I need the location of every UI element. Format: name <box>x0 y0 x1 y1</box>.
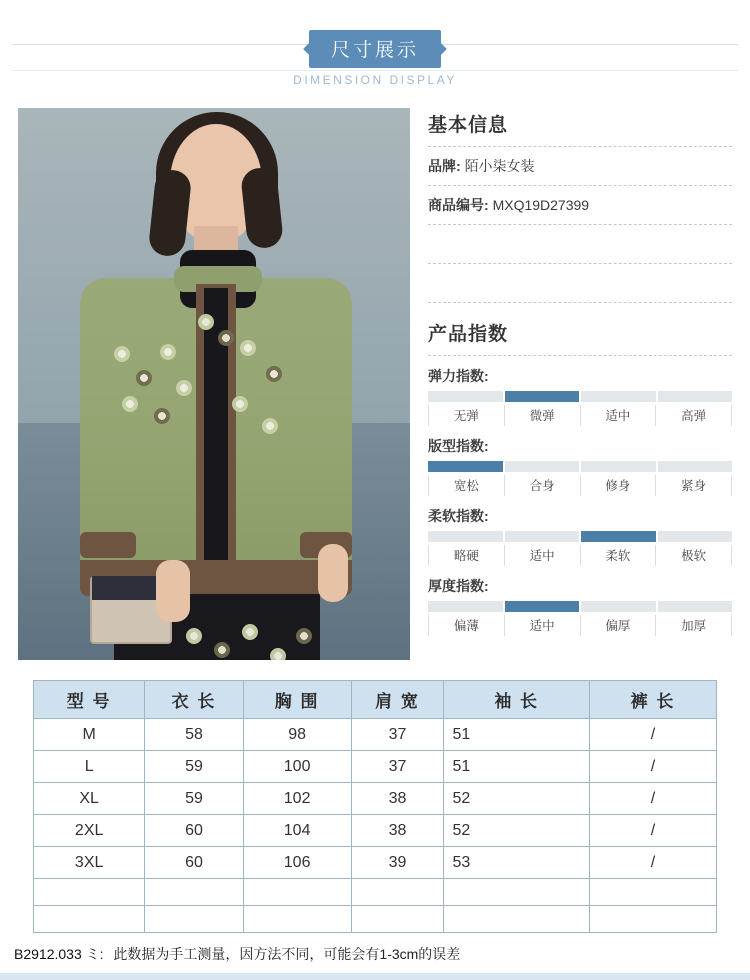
table-cell <box>351 906 444 933</box>
index-option: 加厚 <box>656 615 732 636</box>
table-header-row <box>34 681 717 719</box>
index-bar-segment-active <box>428 461 503 472</box>
table-cell: 60 <box>145 847 243 879</box>
index-bar-segment <box>505 531 580 542</box>
model-hand-left <box>156 560 190 622</box>
index-option: 适中 <box>505 545 581 566</box>
header-banner <box>0 0 750 98</box>
footer-note <box>14 944 736 964</box>
index-option: 宽松 <box>429 475 505 496</box>
table-row <box>34 751 717 783</box>
blank-info-row <box>428 273 732 293</box>
table-cell: 3XL <box>34 847 145 879</box>
table-cell <box>351 879 444 906</box>
divider <box>428 355 732 356</box>
table-header-cell: 袖 长 <box>444 681 589 719</box>
index-option: 适中 <box>581 405 657 426</box>
index-option: 修身 <box>581 475 657 496</box>
index-label: 版型指数: <box>428 438 489 454</box>
table-row <box>34 783 717 815</box>
table-cell: 59 <box>145 783 243 815</box>
index-bar-segment-active <box>505 391 580 402</box>
header-divider-bottom <box>12 70 738 71</box>
index-bar <box>428 461 732 472</box>
brand-label: 品牌: <box>428 158 461 174</box>
model-hand-right <box>318 544 348 602</box>
bottom-bar <box>0 973 750 980</box>
embroidered-flower <box>270 648 286 660</box>
index-ticks <box>428 615 732 636</box>
embroidered-flower <box>154 408 170 424</box>
footer-mark: ミ: <box>85 946 104 962</box>
table-cell: 52 <box>444 815 589 847</box>
table-cell: 39 <box>351 847 444 879</box>
table-cell: M <box>34 719 145 751</box>
table-cell: 2XL <box>34 815 145 847</box>
blank-info-row <box>428 234 732 254</box>
brand-row <box>428 156 732 176</box>
index-label: 弹力指数: <box>428 368 489 384</box>
embroidered-flower <box>160 344 176 360</box>
table-cell: / <box>589 751 716 783</box>
product-code-row <box>428 195 732 215</box>
embroidered-flower <box>218 330 234 346</box>
main-content <box>18 108 732 668</box>
embroidered-flower <box>242 624 258 640</box>
table-cell: / <box>589 719 716 751</box>
table-cell <box>243 906 351 933</box>
table-header-cell: 裤 长 <box>589 681 716 719</box>
index-bar <box>428 601 732 612</box>
table-header-cell: 胸 围 <box>243 681 351 719</box>
divider <box>428 302 732 303</box>
embroidered-flower <box>240 340 256 356</box>
table-cell <box>34 906 145 933</box>
table-row <box>34 719 717 751</box>
table-cell <box>243 879 351 906</box>
table-cell <box>444 879 589 906</box>
embroidered-flower <box>122 396 138 412</box>
page-subtitle: DIMENSION DISPLAY <box>293 73 457 87</box>
embroidered-flower <box>214 642 230 658</box>
index-ticks <box>428 475 732 496</box>
index-group-fit <box>428 436 732 496</box>
index-label: 厚度指数: <box>428 578 489 594</box>
index-option: 极软 <box>656 545 732 566</box>
table-cell <box>145 879 243 906</box>
product-code-label: 商品编号: <box>428 197 489 213</box>
index-group-elasticity <box>428 366 732 426</box>
index-bar-segment-active <box>581 531 656 542</box>
product-photo <box>18 108 410 660</box>
table-row <box>34 847 717 879</box>
index-bar <box>428 531 732 542</box>
index-option: 柔软 <box>581 545 657 566</box>
table-cell: 59 <box>145 751 243 783</box>
table-cell: 60 <box>145 815 243 847</box>
index-group-softness <box>428 506 732 566</box>
footer-code: B2912.033 <box>14 946 82 962</box>
index-bar-segment <box>581 461 656 472</box>
index-bar-segment <box>658 531 733 542</box>
divider <box>428 224 732 225</box>
index-bar-segment <box>658 391 733 402</box>
table-row <box>34 815 717 847</box>
embroidered-flower <box>266 366 282 382</box>
embroidered-flower <box>296 628 312 644</box>
table-cell: 106 <box>243 847 351 879</box>
index-option: 微弹 <box>505 405 581 426</box>
table-cell: L <box>34 751 145 783</box>
divider <box>428 185 732 186</box>
table-cell: 100 <box>243 751 351 783</box>
cardigan-cuff-left <box>80 532 136 558</box>
table-cell: 58 <box>145 719 243 751</box>
index-bar-segment <box>505 461 580 472</box>
index-group-thickness <box>428 576 732 636</box>
index-bar-segment <box>428 391 503 402</box>
page-title: 尺寸展示 <box>309 30 441 68</box>
table-cell: / <box>589 783 716 815</box>
table-cell <box>34 879 145 906</box>
table-row <box>34 879 717 906</box>
index-option: 高弹 <box>656 405 732 426</box>
table-header-cell: 型 号 <box>34 681 145 719</box>
table-cell: / <box>589 847 716 879</box>
embroidered-flower <box>136 370 152 386</box>
table-cell <box>444 906 589 933</box>
table-cell: 37 <box>351 719 444 751</box>
footer-measure-note: 此数据为手工测量，因方法不同，可能会有1-3cm的误差 <box>113 946 461 962</box>
index-bar-segment <box>428 601 503 612</box>
index-bar-segment-active <box>505 601 580 612</box>
index-option: 偏薄 <box>429 615 505 636</box>
info-column <box>428 108 732 668</box>
index-bar-segment <box>581 391 656 402</box>
table-cell: XL <box>34 783 145 815</box>
index-option: 略硬 <box>429 545 505 566</box>
index-option: 紧身 <box>656 475 732 496</box>
product-index-heading: 产品指数 <box>428 324 509 345</box>
table-header-cell: 衣 长 <box>145 681 243 719</box>
table-header-cell: 肩 宽 <box>351 681 444 719</box>
index-bar <box>428 391 732 402</box>
table-row <box>34 906 717 933</box>
embroidered-flower <box>232 396 248 412</box>
table-cell: 98 <box>243 719 351 751</box>
divider <box>428 263 732 264</box>
table-cell <box>589 879 716 906</box>
index-bar-segment <box>658 601 733 612</box>
embroidered-flower <box>262 418 278 434</box>
index-bar-segment <box>581 601 656 612</box>
index-ticks <box>428 405 732 426</box>
index-option: 无弹 <box>429 405 505 426</box>
product-code-value: MXQ19D27399 <box>492 197 590 213</box>
brand-value: 陌小柒女装 <box>464 158 535 174</box>
index-ticks <box>428 545 732 566</box>
basic-info-heading: 基本信息 <box>428 115 509 136</box>
size-table <box>33 680 717 933</box>
table-cell: 53 <box>444 847 589 879</box>
table-cell <box>145 906 243 933</box>
index-option: 偏厚 <box>581 615 657 636</box>
divider <box>428 146 732 147</box>
table-cell <box>589 906 716 933</box>
embroidered-flower <box>186 628 202 644</box>
index-option: 适中 <box>505 615 581 636</box>
table-cell: 52 <box>444 783 589 815</box>
table-cell: 38 <box>351 815 444 847</box>
embroidered-flower <box>198 314 214 330</box>
index-label: 柔软指数: <box>428 508 489 524</box>
table-cell: 102 <box>243 783 351 815</box>
index-option: 合身 <box>505 475 581 496</box>
embroidered-flower <box>176 380 192 396</box>
table-cell: 51 <box>444 751 589 783</box>
table-cell: / <box>589 815 716 847</box>
table-cell: 37 <box>351 751 444 783</box>
table-cell: 51 <box>444 719 589 751</box>
table-cell: 38 <box>351 783 444 815</box>
table-cell: 104 <box>243 815 351 847</box>
index-bar-segment <box>428 531 503 542</box>
embroidered-flower <box>114 346 130 362</box>
index-bar-segment <box>658 461 733 472</box>
size-table-wrapper <box>33 680 717 933</box>
